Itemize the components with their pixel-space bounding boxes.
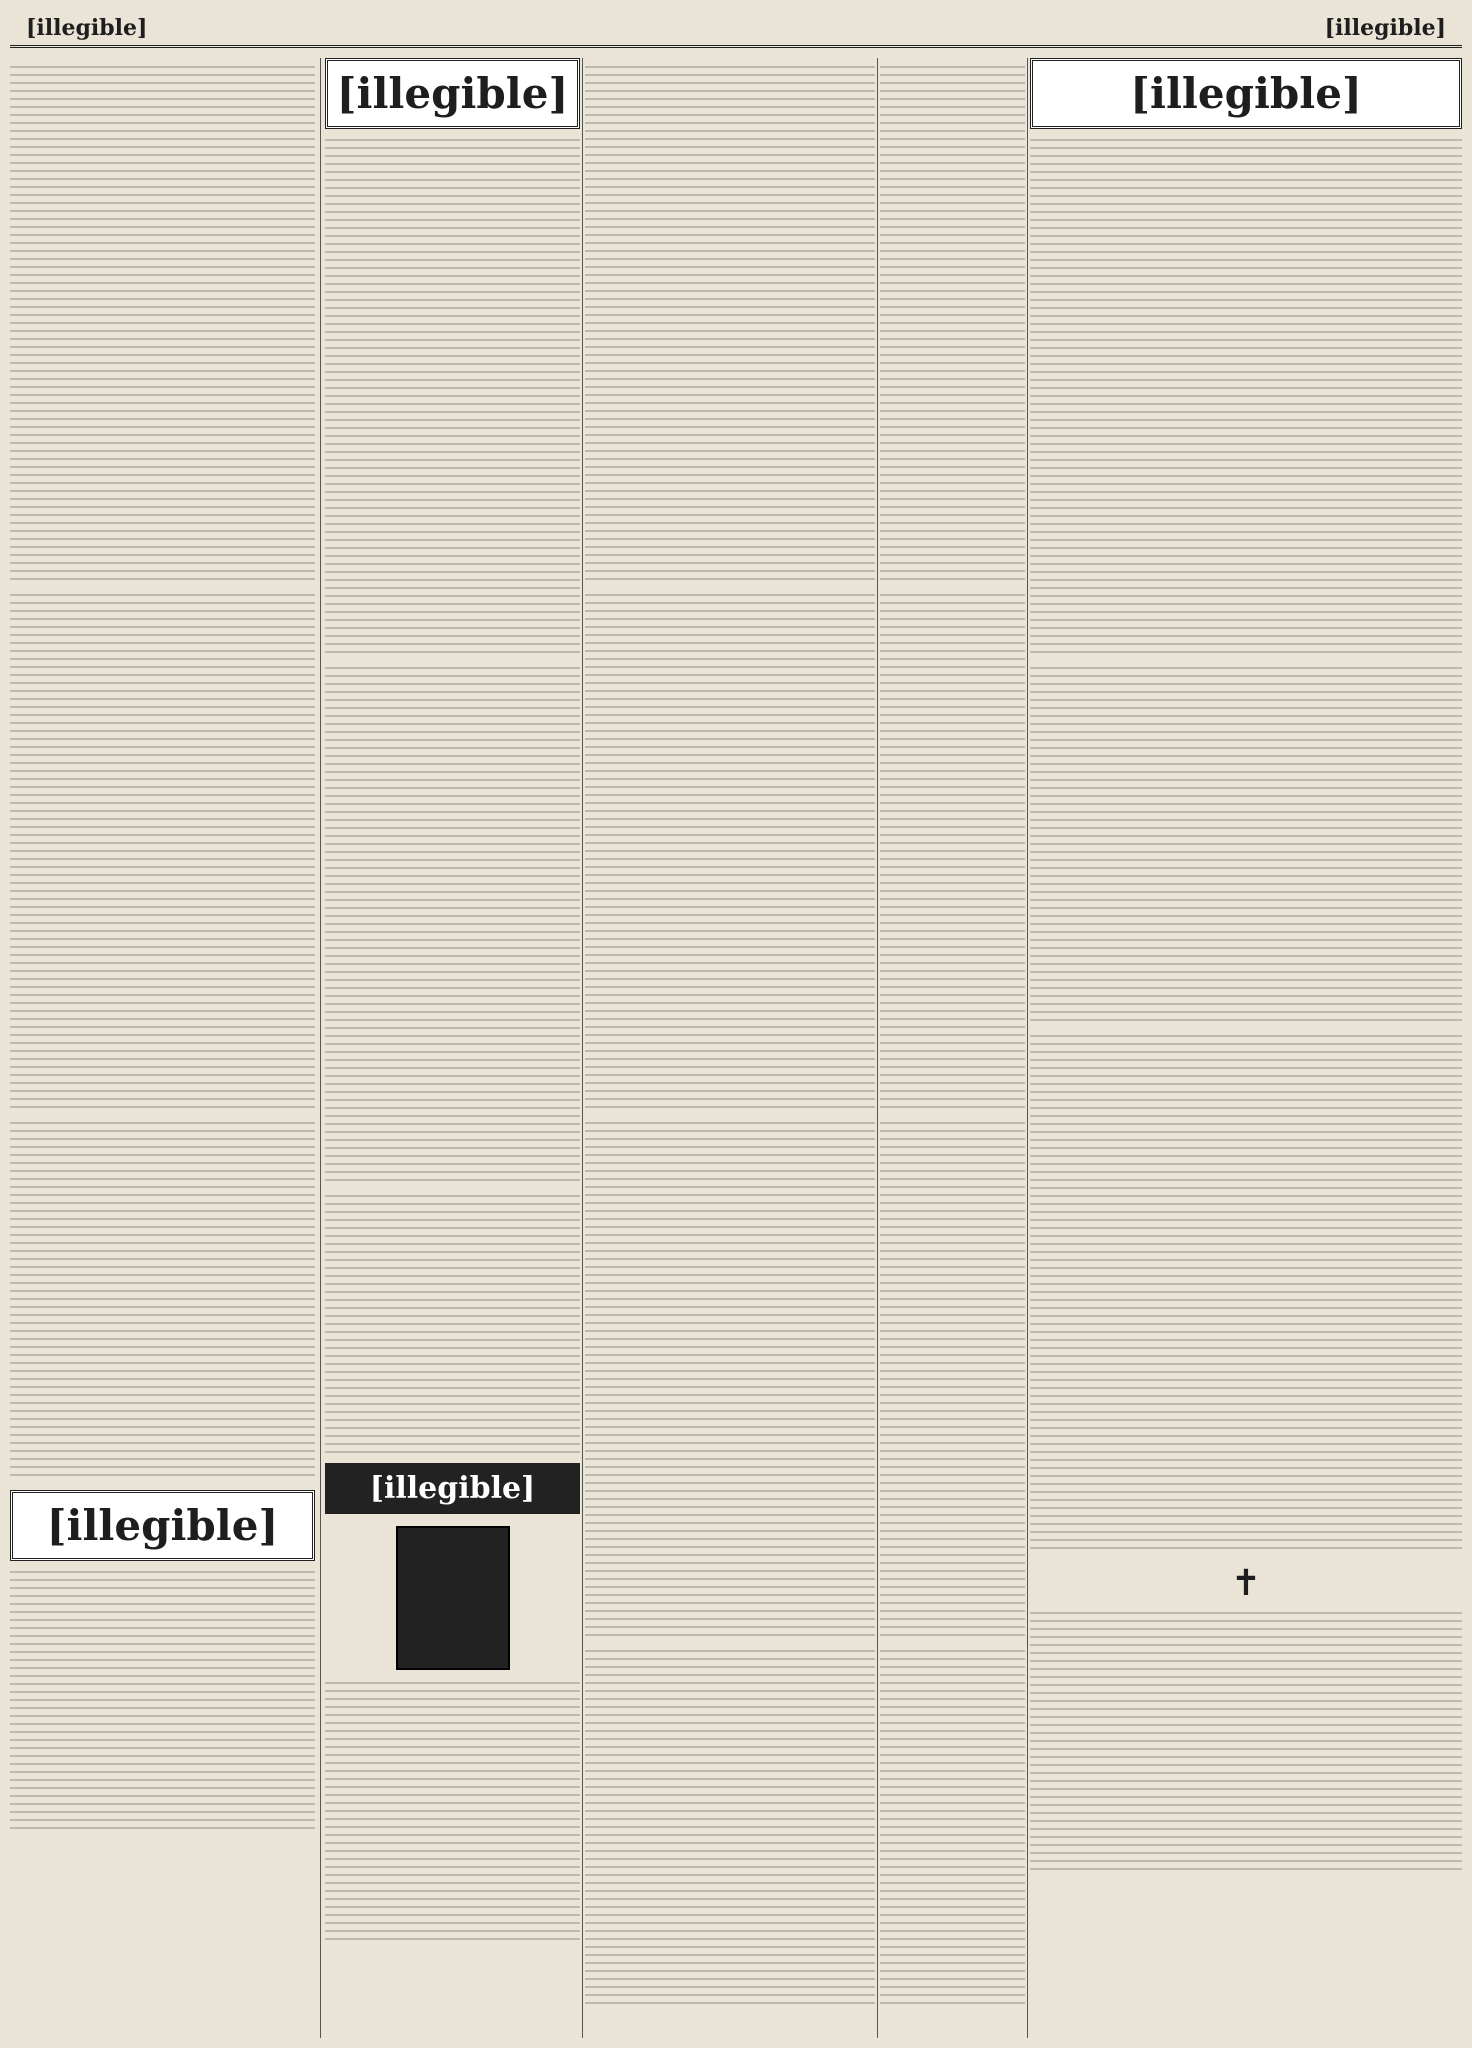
notice-text-block <box>325 139 580 659</box>
column-rule <box>1027 58 1028 2038</box>
notice-text-block <box>1030 1612 1462 1872</box>
notice-text-block <box>585 1122 875 1642</box>
notice-text-block <box>325 667 580 1187</box>
header-right-text: [illegible] <box>1324 14 1446 41</box>
column-2 <box>880 58 1025 2038</box>
notice-text-block <box>880 1122 1025 1642</box>
section-title: [illegible] <box>325 58 580 129</box>
header-left-text: [illegible] <box>26 14 148 41</box>
notice-text-block <box>1030 667 1462 1027</box>
notice-text-block <box>325 1195 580 1455</box>
section-title: [illegible] <box>10 1490 315 1561</box>
column-rule <box>582 58 583 2038</box>
notice-text-block <box>10 1571 315 1831</box>
notice-text-block <box>1030 139 1462 659</box>
section-title: [illegible] <box>325 1463 580 1514</box>
notice-text-block <box>585 594 875 1114</box>
notice-text-block <box>1030 1035 1462 1555</box>
column-5 <box>10 58 315 2038</box>
portrait-photo <box>396 1526 510 1670</box>
notice-text-block <box>10 1122 315 1482</box>
column-rule <box>877 58 878 2038</box>
column-3 <box>585 58 875 2038</box>
notice-text-block <box>325 1682 580 1942</box>
notice-text-block <box>585 1650 875 2010</box>
column-4 <box>325 58 580 2038</box>
notice-text-block <box>10 594 315 1114</box>
column-1 <box>1030 58 1462 2038</box>
notice-text-block <box>880 66 1025 586</box>
notice-text-block <box>585 66 875 586</box>
column-rule <box>320 58 321 2038</box>
section-title: [illegible] <box>1030 58 1462 129</box>
notice-text-block <box>880 594 1025 1114</box>
page-header <box>10 10 1462 48</box>
cross-icon: ✝ <box>1230 1563 1262 1604</box>
notice-text-block <box>10 66 315 586</box>
notice-text-block <box>880 1650 1025 2010</box>
